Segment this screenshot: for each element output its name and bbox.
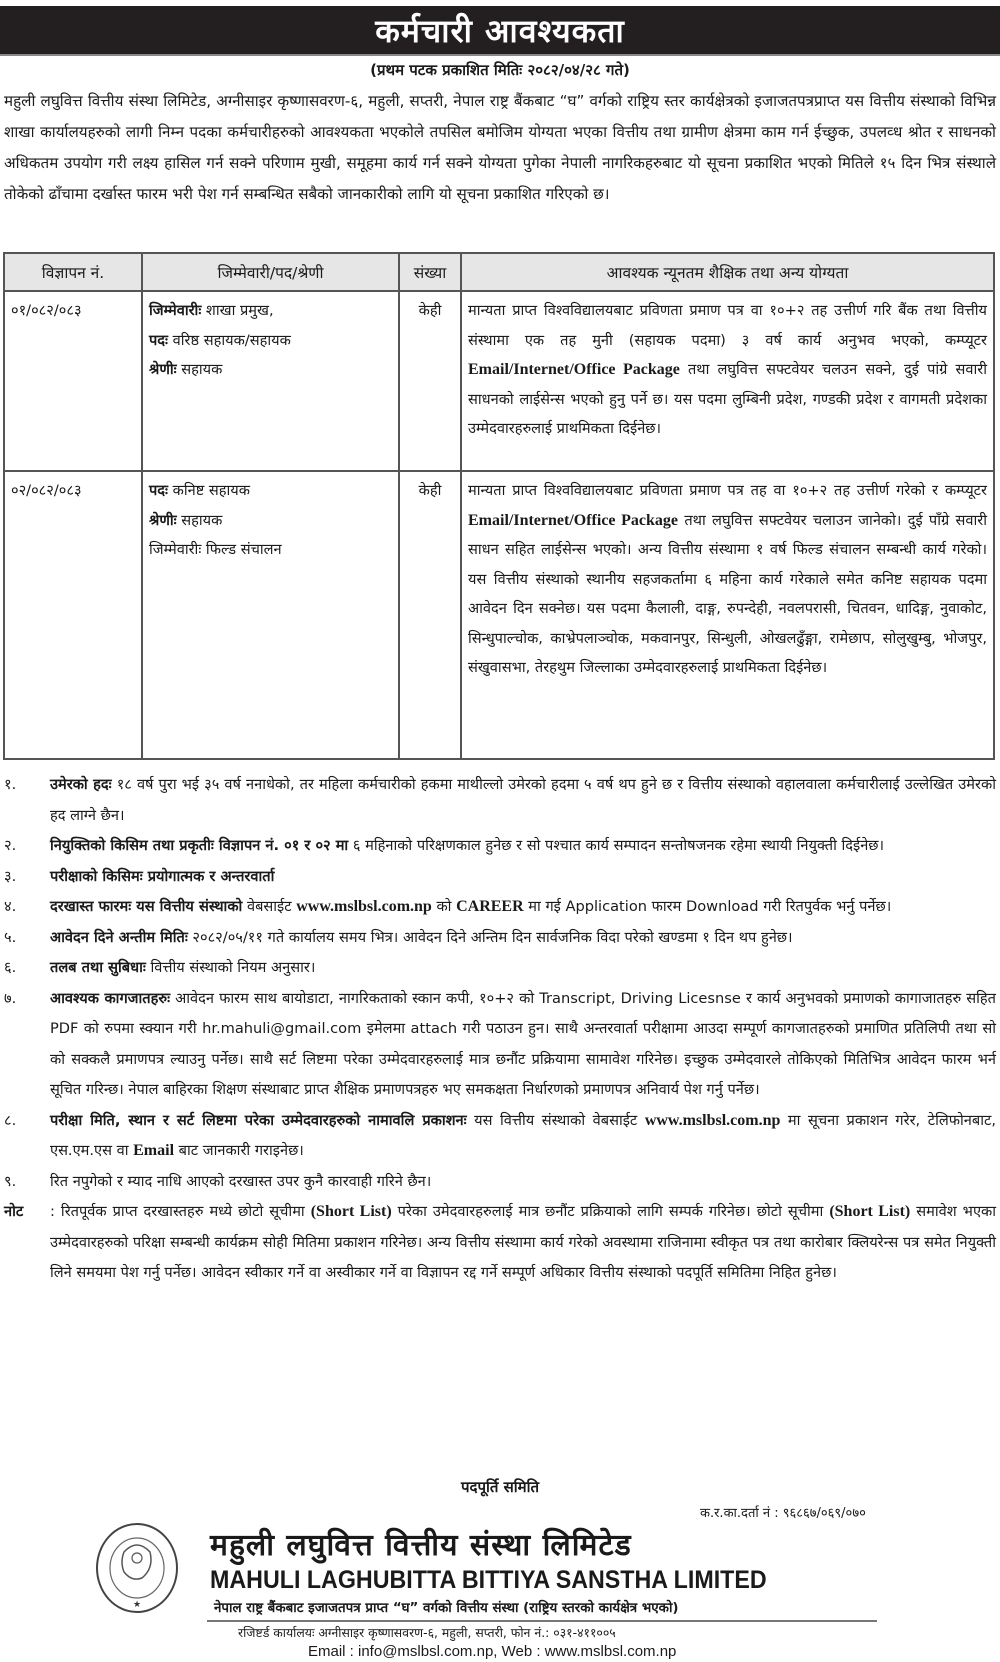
list-item	[4, 862, 996, 893]
detail-value: जिम्मेवारीः फिल्ड संचालन	[149, 541, 282, 558]
item-label: उमेरको हदः	[50, 776, 112, 793]
org-name-english: MAHULI LAGHUBITTA BITTIYA SANSTHA LIMITED	[210, 1566, 767, 1594]
qualification	[461, 471, 994, 759]
email-label: Email	[133, 1142, 175, 1159]
qualification-text: तथा लघुवित्त सफ्टवेयर चलाउन जानेको। दुई पाँग्रे सवारी साधन सहित लाईसेन्स भएको। अन्य वित्तीय संस्थामा १ वर्ष फिल्ड संचालन सम्बन्धी कार्य गरेको। यस वित्तीय संस्थाको स्थानीय सहजकर्तामा ६ महिना कार्य गरेकाले समेत कनिष्ट सहायक पदमा आवेदन दिन सक्नेछ। यस पदमा कैलाली, दाङ्ग, रुपन्देही, नवलपरासी, चितवन, धादिङ्ग, नुवाकोट, सिन्धुपाल्चोक, काभ्रेपलाञ्चोक, मकवानपुर, सिन्धुली, ओखलढुँङ्गा, रामेछाप, सोलुखुम्बु, भोजपुर, संखुवासभा, तेरहथुम जिल्लाका उम्मेदवारहरुलाई प्राथमिकता दिईनेछ।	[468, 511, 988, 676]
item-number: ८.	[4, 1111, 17, 1129]
table-row	[4, 291, 994, 471]
detail-label: पदः	[149, 482, 168, 499]
page-title: कर्मचारी आवश्यकता	[375, 11, 625, 50]
item-label: दरखास्त फारमः यस वित्तीय संस्थाको	[50, 898, 243, 915]
org-tagline: नेपाल राष्ट्र बैंकबाट इजाजतपत्र प्राप्त “घ” वर्गको वित्तीय संस्था (राष्ट्रिय स्तरको कार्यक्षेत्र भएको)	[214, 1601, 679, 1616]
seal-logo-icon	[94, 1522, 180, 1618]
short-list-label: (Short List)	[829, 1203, 911, 1220]
item-label: नियुक्तिको किसिम तथा प्रकृतीः विज्ञापन नं. ०१ र ०२ मा	[50, 837, 349, 854]
item-label: परीक्षा मिति, स्थान र सर्ट लिष्टमा परेका उम्मेदवारहरुको नामावलि प्रकाशनः	[50, 1111, 467, 1129]
note-label: नोट	[4, 1203, 24, 1220]
detail-value: सहायक	[176, 361, 223, 378]
detail-label: पदः	[149, 331, 168, 349]
item-number: ६.	[4, 959, 17, 976]
career-label: CAREER	[456, 898, 524, 915]
list-item	[4, 770, 996, 831]
list-item	[4, 1167, 996, 1198]
short-list-label: (Short List)	[310, 1203, 392, 1220]
item-text: १८ वर्ष पुरा भई ३५ वर्ष ननाधेको, तर महिला कर्मचारीको हकमा माथील्लो उमेरको हदमा ५ वर्ष थप हुने छ र वित्तीय संस्थाको वहालवाला कर्मचारीलाई उल्लेखित उमेरको हद लाग्ने छैन।	[50, 776, 996, 824]
item-text: आवेदन फारम साथ बायोडाटा, नागरिकताको स्कान कपी, १०+२ को Transcript, Driving Licesnse र कार्य अनुभवको प्रमाणको कागाजातहरु सहित PDF को रुपमा स्क्यान गरी hr.mahuli@gmail.com इमेलमा attach गरी पठाउन हुन। साथै अन्तरवार्ता परीक्षामा आउदा सम्पूर्ण कागजातहरुको प्रमाणित प्रतिलिपी तथा सो को सक्कलै प्रमाणपत्र ल्याउनु पर्नेछ। साथै सर्ट लिष्टमा परेका उम्मेदवारहरुलाई मात्र छनौंट प्रक्रियामा सामावेश गरिनेछ। इच्छुक उम्मेदवारले तोकिएको मितिभित्र आवेदन फारम भर्न सूचित गरिन्छ। नेपाल बाहिरका शिक्षण संस्थाबाट प्राप्त शैक्षिक प्रमाणपत्रहरु भए समकक्षता निर्धारणको प्रमाणपत्र अनिवार्य पेश गर्नु पर्नेछ।	[50, 989, 996, 1098]
item-text: बाट जानकारी गराइनेछ।	[174, 1142, 304, 1159]
note	[4, 1197, 996, 1289]
list-item	[4, 831, 996, 862]
item-label: आवश्यक कागजातहरुः	[50, 989, 171, 1007]
list-item	[4, 953, 996, 984]
org-name-nepali: महुली लघुवित्त वित्तीय संस्था लिमिटेड	[210, 1528, 632, 1563]
detail-value: वरिष्ठ सहायक/सहायक	[168, 331, 291, 349]
item-label: आवेदन दिने अन्तीम मितिः	[50, 928, 188, 946]
svg-text:★: ★	[132, 1600, 142, 1610]
item-label: परीक्षाको किसिमः प्रयोगात्मक र अन्तरवार्ता	[50, 867, 275, 885]
note-text: : रितपूर्वक प्राप्त दरखास्तहरु मध्ये छोटो सूचीमा	[50, 1203, 311, 1220]
contact-info: Email : info@mslbsl.com.np, Web : www.mslbsl.com.np	[308, 1643, 677, 1660]
ad-no: ०२/०८२/०८३	[4, 471, 142, 759]
detail-value: शाखा प्रमुख,	[201, 302, 274, 319]
ad-no: ०१/०८२/०८३	[4, 291, 142, 471]
item-number: १.	[4, 776, 17, 793]
table-header-row	[4, 253, 994, 291]
table-row	[4, 471, 994, 759]
item-number: ४.	[4, 898, 17, 915]
header-count: संख्या	[399, 253, 461, 291]
item-text: मा सूचना प्रकाशन गरेर, टेलिफोनबाट, एस.एम.एस वा	[50, 1111, 996, 1159]
publication-date: (प्रथम पटक प्रकाशित मितिः २०८२/०४/२८ गते)	[370, 61, 630, 79]
list-item	[4, 1106, 996, 1167]
item-number: २.	[4, 837, 17, 854]
title-banner	[0, 6, 1000, 56]
qualification-text: मान्यता प्राप्त विश्वविद्यालयबाट प्रविणता प्रमाण पत्र तह वा १०+२ तह उत्तीर्ण गरेको र कम्प्यूटर	[468, 482, 987, 499]
detail-label: जिम्मेवारीः	[149, 302, 202, 319]
post-count: केही	[399, 471, 461, 759]
header-position: जिम्मेवारी/पद/श्रेणी	[142, 253, 399, 291]
item-label: तलब तथा सुबिधाः	[50, 959, 146, 976]
note-text: परेका उमेदवारहरुलाई मात्र छनौंट प्रक्रियाको लागि सम्पर्क गरिनेछ। छोटो सूचीमा	[391, 1203, 830, 1220]
website-link[interactable]: www.mslbsl.com.np	[644, 1111, 781, 1129]
item-text: रित नपुगेको र म्याद नाधि आएको दरखास्त उपर कुनै कारवाही गरिने छैन।	[50, 1172, 432, 1190]
detail-label: श्रेणीः	[149, 511, 177, 529]
qualification-text: तथा लघुवित्त सफ्टवेयर चलउन सक्ने, दुई पांग्रे सवारी साधनको लाईसेन्स भएको हुनु पर्ने छ। यस पदमा लुम्बिनी प्रदेश, गण्डकी प्रदेश र वागमती प्रदेशका उम्मेदवारहरुलाई प्राथमिकता दिईनेछ।	[468, 361, 987, 437]
post-count: केही	[399, 291, 461, 471]
registered-office: रजिष्टर्ड कार्यालयः अग्नीसाइर कृष्णासवरण-६, महुली, सप्तरी, फोन नं.: ०३१-४११००५	[238, 1625, 616, 1640]
intro-paragraph: महुली लघुवित्त वित्तीय संस्था लिमिटेड, अग्नीसाइर कृष्णासवरण-६, महुली, सप्तरी, नेपाल राष्ट्र बैंकबाट “घ” वर्गको राष्ट्रिय स्तर कार्यक्षेत्रको इजाजतपत्रप्राप्त यस वित्तीय संस्थाको विभिन्न शाखा कार्यालयहरुको लागी निम्न पदका कर्मचारीहरुको आवश्यकता भएकोले तपसिल बमोजिम योग्यता भएका वित्तीय तथा ग्रामीण क्षेत्रमा काम गर्न ईच्छुक, उपलव्ध श्रोत र साधनको अधिकतम उपयोग गरी लक्ष्य हासिल गर्न सक्ने परिणाम मुखी, समूहमा कार्य गर्न सक्ने योग्यता पुगेका नेपाली नागरिकहरुबाट यो सूचना प्रकाशित भएको मितिले १५ दिन भित्र संस्थाले तोकेको ढाँचामा दर्खास्त फारम भरी पेश गर्न सम्बन्धित सबैको जानकारीको लागि यो सूचना प्रकाशित गरिएको छ।	[4, 92, 996, 203]
item-text: २०८२/०५/११ गते कार्यालय समय भित्र। आवेदन दिने अन्तिम दिन सार्वजनिक विदा परेको खण्डमा १ दिन थप हुनेछ।	[187, 928, 793, 946]
header-qualification: आवश्यक न्यूनतम शैक्षिक तथा अन्य योग्यता	[461, 253, 994, 291]
list-item	[4, 892, 996, 923]
item-text: को	[431, 898, 457, 915]
item-number: ५.	[4, 928, 17, 946]
qualification	[461, 291, 994, 471]
footer-divider	[207, 1620, 877, 1622]
conditions-list	[4, 770, 996, 1289]
detail-value: कनिष्ट सहायक	[168, 482, 250, 499]
qualification-skills: Email/Internet/Office Package	[468, 361, 680, 378]
item-text: यस वित्तीय संस्थाको वेबसाईट	[466, 1111, 645, 1129]
position-details	[142, 291, 399, 471]
item-text: वित्तीय संस्थाको नियम अनुसार।	[145, 959, 316, 976]
item-text: ६ महिनाको परिक्षणकाल हुनेछ र सो पश्चात कार्य सम्पादन सन्तोषजनक रहेमा स्थायी नियुक्ती दिईनेछ।	[348, 837, 885, 854]
item-text: मा गई Application फारम Download गरी रितपुर्वक भर्नु पर्नेछ।	[523, 898, 892, 915]
position-details	[142, 471, 399, 759]
detail-label: श्रेणीः	[149, 361, 177, 378]
registration-number: क.र.का.दर्ता नं : ९६८६७/०६९/०७०	[700, 1506, 866, 1521]
detail-value: सहायक	[176, 511, 223, 529]
item-number: ७.	[4, 989, 17, 1007]
item-number: ३.	[4, 867, 17, 885]
website-link[interactable]: www.mslbsl.com.np	[296, 898, 432, 915]
qualification-skills: Email/Internet/Office Package	[468, 511, 679, 529]
item-text: वेबसाईट	[242, 898, 297, 915]
list-item	[4, 984, 996, 1106]
item-number: ९.	[4, 1172, 17, 1190]
vacancy-table	[3, 252, 995, 760]
qualification-text: मान्यता प्राप्त विश्वविद्यालयबाट प्रविणता प्रमाण पत्र वा १०+२ तह उत्तीर्ण गरि बैंक तथा वित्तीय संस्थामा एक तह मुनी (सहायक पदमा) ३ वर्ष कार्य अनुभव भएको, कम्प्यूटर	[468, 302, 987, 349]
signature: पदपूर्ति समिति	[460, 1478, 540, 1496]
header-ad-no: विज्ञापन नं.	[4, 253, 142, 291]
note-text: समावेश भएका उम्मेदवारहरुको परिक्षा सम्बन्धी कार्यक्रम सोही मितिमा प्रकाशन गरिनेछ। अन्य वित्तीय संस्थामा कार्य गरेको अवस्थामा राजिनामा स्वीकृत पत्र तथा कारोबार क्लियरेन्स पत्र समेत नियुक्ती लिने समयमा पेश गर्नु पर्नेछ। आवेदन स्वीकार गर्ने वा अस्वीकार गर्ने वा विज्ञापन रद्द गर्ने सम्पूर्ण अधिकार वित्तीय संस्थाको पदपूर्ति समितिमा निहित हुनेछ।	[50, 1203, 996, 1281]
list-item	[4, 923, 996, 954]
